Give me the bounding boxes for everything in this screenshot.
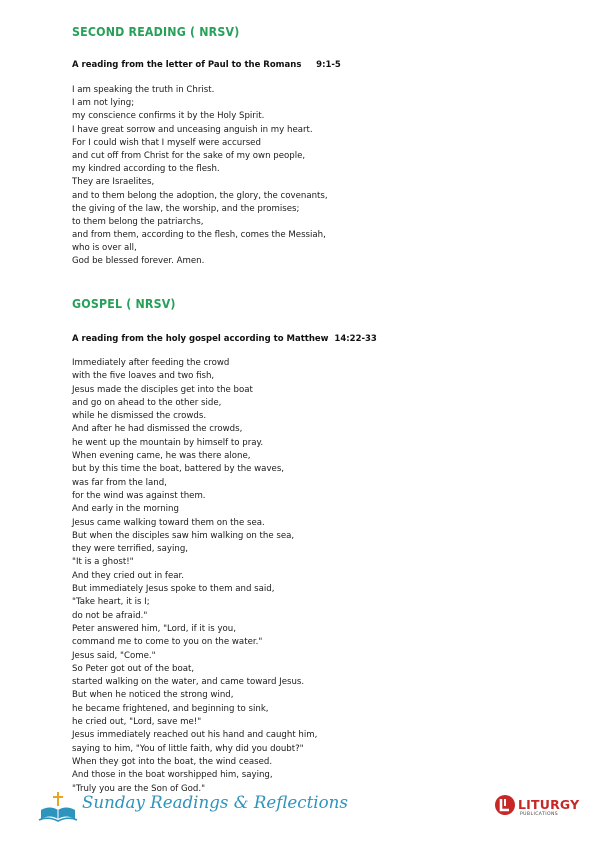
verse-line: he became frightened, and beginning to sink, xyxy=(72,703,269,714)
footer-branding xyxy=(38,790,348,824)
verse-line: Jesus made the disciples get into the boat xyxy=(72,384,253,395)
verse-line: I am speaking the truth in Christ. xyxy=(72,85,215,95)
verse-line: "Take heart, it is I; xyxy=(72,597,150,608)
verse-line: for the wind was against them. xyxy=(72,490,206,501)
verse-line: saying to him, "You of little faith, why did you doubt?" xyxy=(72,743,304,754)
verse-line: But when the disciples saw him walking on the sea, xyxy=(72,530,295,541)
second-reading-text xyxy=(72,84,328,269)
second-reading-heading: SECOND READING ( NRSV) xyxy=(72,25,240,39)
verse-line: and to them belong the adoption, the glory, the covenants, xyxy=(72,190,328,201)
verse-line: And after he had dismissed the crowds, xyxy=(72,424,243,435)
verse-line: command me to come to you on the water." xyxy=(72,637,263,648)
verse-line: But when he noticed the strong wind, xyxy=(72,690,234,701)
verse-line: and go on ahead to the other side, xyxy=(72,397,222,408)
verse-line: I have great sorrow and unceasing anguish in my heart. xyxy=(72,124,313,135)
verse-line: my kindred according to the flesh. xyxy=(72,164,220,175)
verse-line: the giving of the law, the worship, and the promises; xyxy=(72,203,300,214)
verse-line: Jesus said, "Come." xyxy=(72,650,156,661)
verse-line: was far from the land, xyxy=(72,477,167,488)
verse-line: When evening came, he was there alone, xyxy=(72,451,251,462)
verse-line: Jesus came walking toward them on the sea. xyxy=(72,517,265,528)
verse-line: So Peter got out of the boat, xyxy=(72,663,195,674)
verse-line: but by this time the boat, battered by the waves, xyxy=(72,464,285,475)
verse-line: They are Israelites, xyxy=(72,177,155,188)
verse-line: they were terrified, saying, xyxy=(72,544,189,555)
verse-line: But immediately Jesus spoke to them and said, xyxy=(72,584,275,595)
gospel-title: A reading from the holy gospel according to Matthew 14:22-33 xyxy=(72,334,377,344)
second-reading-title: A reading from the letter of Paul to the Romans 9:1-5 xyxy=(72,60,341,70)
verse-line: my conscience confirms it by the Holy Spirit. xyxy=(72,111,265,122)
verse-line: with the five loaves and two fish, xyxy=(72,371,215,382)
verse-line: do not be afraid." xyxy=(72,610,148,621)
verse-line: When they got into the boat, the wind ceased. xyxy=(72,756,273,767)
verse-line: and from them, according to the flesh, comes the Messiah, xyxy=(72,230,326,241)
footer-title: Sunday Readings & Reflections xyxy=(82,793,348,813)
publisher-subtitle: PUBLICATIONS xyxy=(520,812,559,817)
verse-line: I am not lying; xyxy=(72,98,135,109)
verse-line: to them belong the patriarchs, xyxy=(72,216,204,227)
gospel-heading: GOSPEL ( NRSV) xyxy=(72,297,176,311)
verse-line: And early in the morning xyxy=(72,504,179,515)
verse-line: while he dismissed the crowds. xyxy=(72,411,207,422)
verse-line: Immediately after feeding the crowd xyxy=(72,358,230,368)
verse-line: Peter answered him, "Lord, if it is you, xyxy=(72,623,236,634)
verse-line: And they cried out in fear. xyxy=(72,570,184,581)
verse-line: he cried out, "Lord, save me!" xyxy=(72,717,202,728)
publisher-logo xyxy=(494,792,580,822)
gospel-text xyxy=(72,357,317,796)
verse-line: "It is a ghost!" xyxy=(72,557,134,568)
verse-line: he went up the mountain by himself to pray. xyxy=(72,437,264,448)
verse-line: who is over all, xyxy=(72,243,137,254)
verse-line: Jesus immediately reached out his hand and caught him, xyxy=(72,730,318,741)
verse-line: and cut off from Christ for the sake of my own people, xyxy=(72,150,306,161)
verse-line: "Truly you are the Son of God." xyxy=(72,783,206,794)
liturgy-circle-logo-icon xyxy=(494,794,516,816)
verse-line: And those in the boat worshipped him, saying, xyxy=(72,770,273,781)
verse-line: For I could wish that I myself were accursed xyxy=(72,137,261,148)
verse-line: started walking on the water, and came toward Jesus. xyxy=(72,677,305,688)
verse-line: God be blessed forever. Amen. xyxy=(72,256,205,267)
publisher-name: LITURGY xyxy=(518,797,580,812)
open-book-cross-icon xyxy=(38,790,78,824)
